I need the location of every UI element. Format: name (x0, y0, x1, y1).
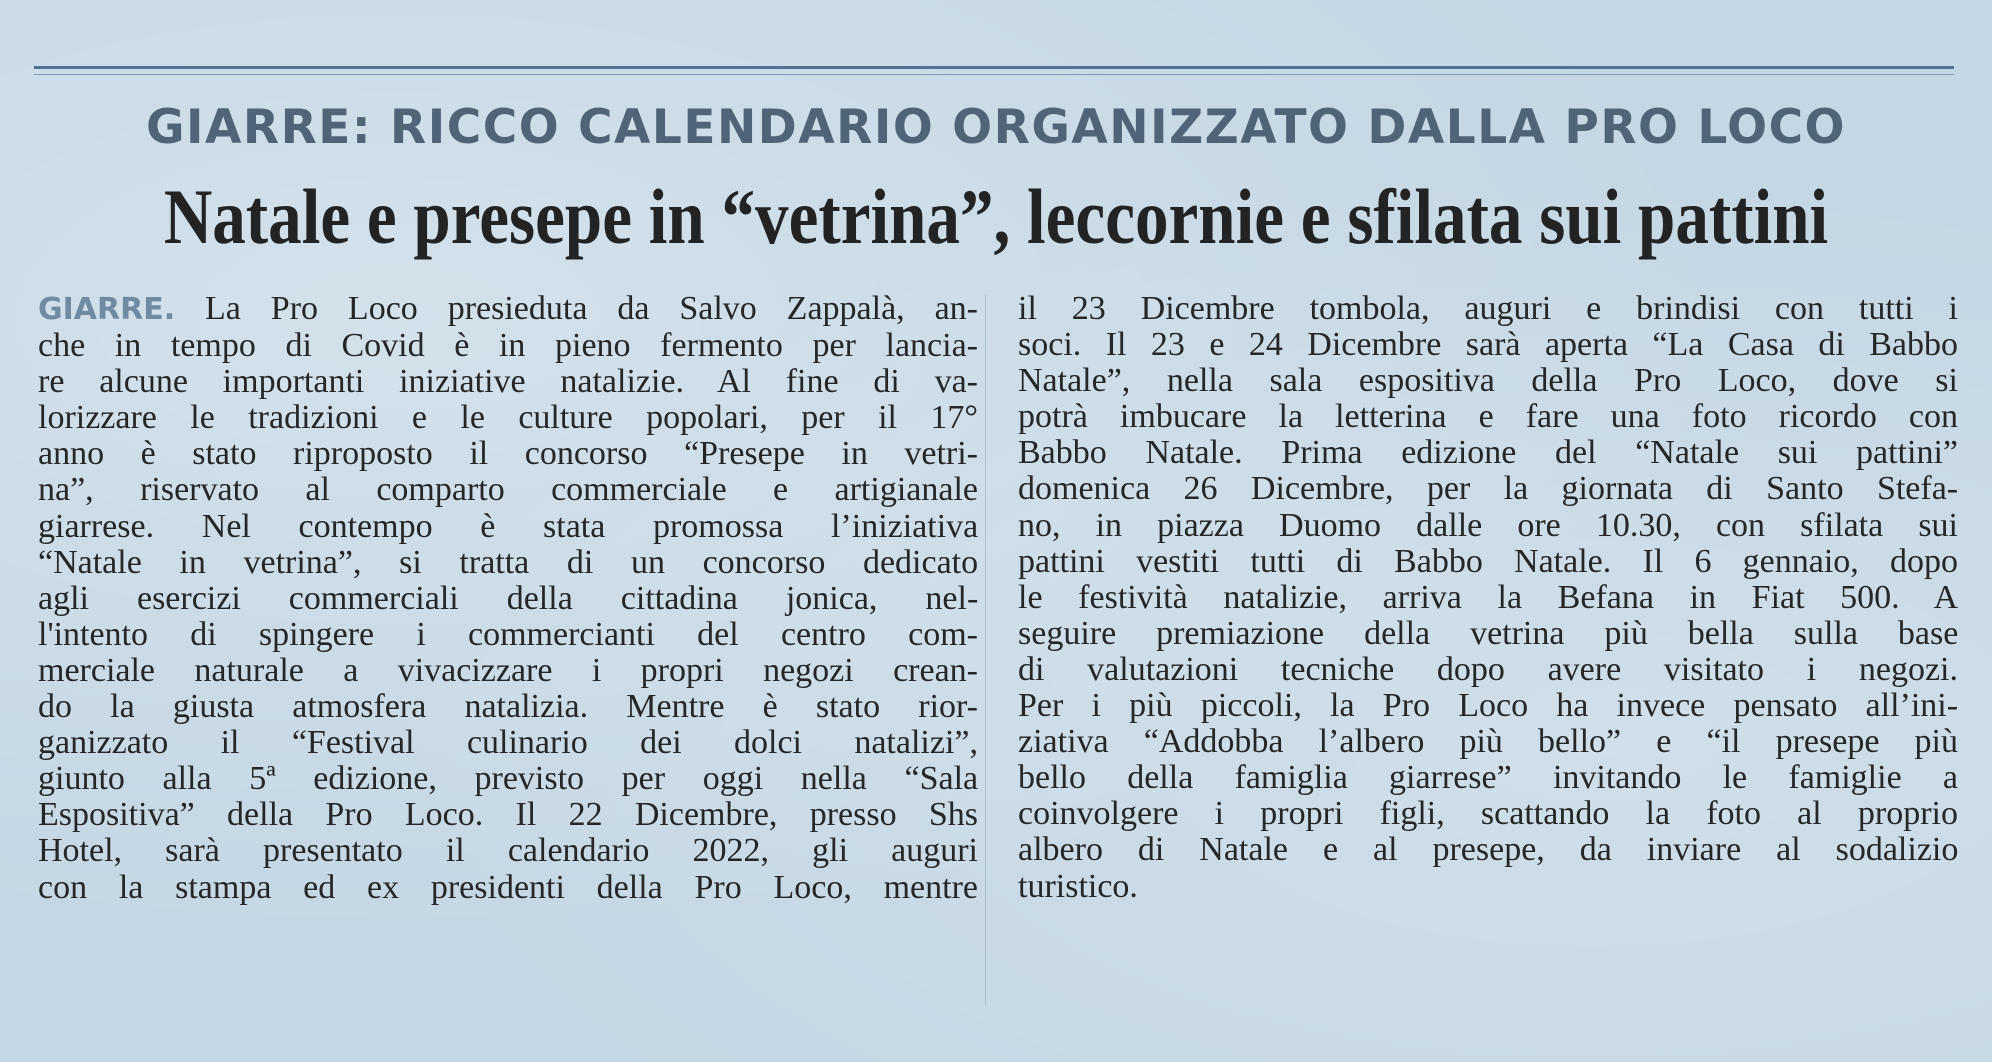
text-line: l'intento di spingere i commercianti del centro com- (38, 615, 978, 653)
article-column-right (1018, 291, 1958, 905)
text-line: do la giusta atmosfera natalizia. Mentre è stato rior- (38, 688, 978, 726)
article-column-left (38, 291, 978, 906)
text-line: giunto alla 5ª edizione, previsto per oggi nella “Sala (38, 760, 979, 798)
text-line: domenica 26 Dicembre, per la giornata di Santo Stefa- (1018, 470, 1959, 508)
text-line: Per i più piccoli, la Pro Loco ha invece pensato all’ini- (1018, 687, 1959, 725)
text-line: potrà imbucare la letterina e fare una foto ricordo con (1018, 398, 1958, 436)
text-line: con la stampa ed ex presidenti della Pro Loco, mentre (38, 868, 978, 906)
text-line (38, 291, 978, 328)
dateline: GIARRE. (38, 292, 176, 327)
text-line: bello della famiglia giarrese” invitando le famiglie a (1018, 759, 1958, 797)
text-line: seguire premiazione della vetrina più bella sulla base (1018, 614, 1959, 652)
text-line: di valutazioni tecniche dopo avere visitato i negozi. (1018, 650, 1958, 688)
text-line: le festività natalizie, arriva la Befana in Fiat 500. A (1018, 578, 1958, 616)
text-line: il 23 Dicembre tombola, auguri e brindisi con tutti i (1018, 290, 1958, 327)
column-divider (985, 295, 986, 1005)
text-line: Hotel, sarà presentato il calendario 2022, gli auguri (38, 832, 978, 870)
text-line: no, in piazza Duomo dalle ore 10.30, con sfilata sui (1018, 506, 1958, 544)
text-line-fragment: La Pro Loco presieduta da Salvo Zappalà, an- (175, 290, 978, 327)
text-line: Natale”, nella sala espositiva della Pro Loco, dove si (1018, 362, 1958, 400)
top-rule-thin (34, 74, 1954, 75)
text-line: agli esercizi commerciali della cittadina jonica, nel- (38, 579, 979, 617)
text-line: che in tempo di Covid è in pieno fermento per lancia- (38, 327, 978, 365)
text-line: Babbo Natale. Prima edizione del “Natale sui pattini” (1018, 434, 1958, 472)
main-headline: Natale e presepe in “vetrina”, leccornie e sfilata sui pattini (163, 173, 1829, 260)
text-line: merciale naturale a vivacizzare i propri negozi crean- (38, 651, 978, 689)
text-line: re alcune importanti iniziative natalizie. Al fine di va- (38, 363, 978, 401)
text-line: turistico. (1018, 867, 1138, 905)
text-line: giarrese. Nel contempo è stata promossa l’iniziativa (38, 507, 979, 545)
text-line: coinvolgere i propri figli, scattando la foto al proprio (1018, 795, 1958, 833)
text-line: ziativa “Addobba l’albero più bello” e “il presepe più (1018, 723, 1958, 761)
text-line: lorizzare le tradizioni e le culture popolari, per il 17° (38, 399, 978, 437)
text-line: pattini vestiti tutti di Babbo Natale. Il 6 gennaio, dopo (1018, 542, 1958, 580)
text-line: anno è stato riproposto il concorso “Presepe in vetri- (38, 435, 978, 473)
text-line: “Natale in vetrina”, si tratta di un concorso dedicato (38, 543, 979, 581)
text-line: na”, riservato al comparto commerciale e artigianale (38, 471, 978, 509)
top-rule (34, 66, 1954, 69)
text-line: Espositiva” della Pro Loco. Il 22 Dicembre, presso Shs (38, 796, 978, 834)
kicker-headline: GIARRE: RICCO CALENDARIO ORGANIZZATO DALLA PRO LOCO (145, 100, 1847, 155)
text-line: albero di Natale e al presepe, da inviare al sodalizio (1018, 831, 1959, 869)
text-line: soci. Il 23 e 24 Dicembre sarà aperta “La Casa di Babbo (1018, 326, 1958, 364)
text-line: ganizzato il “Festival culinario dei dolci natalizi”, (38, 724, 978, 762)
